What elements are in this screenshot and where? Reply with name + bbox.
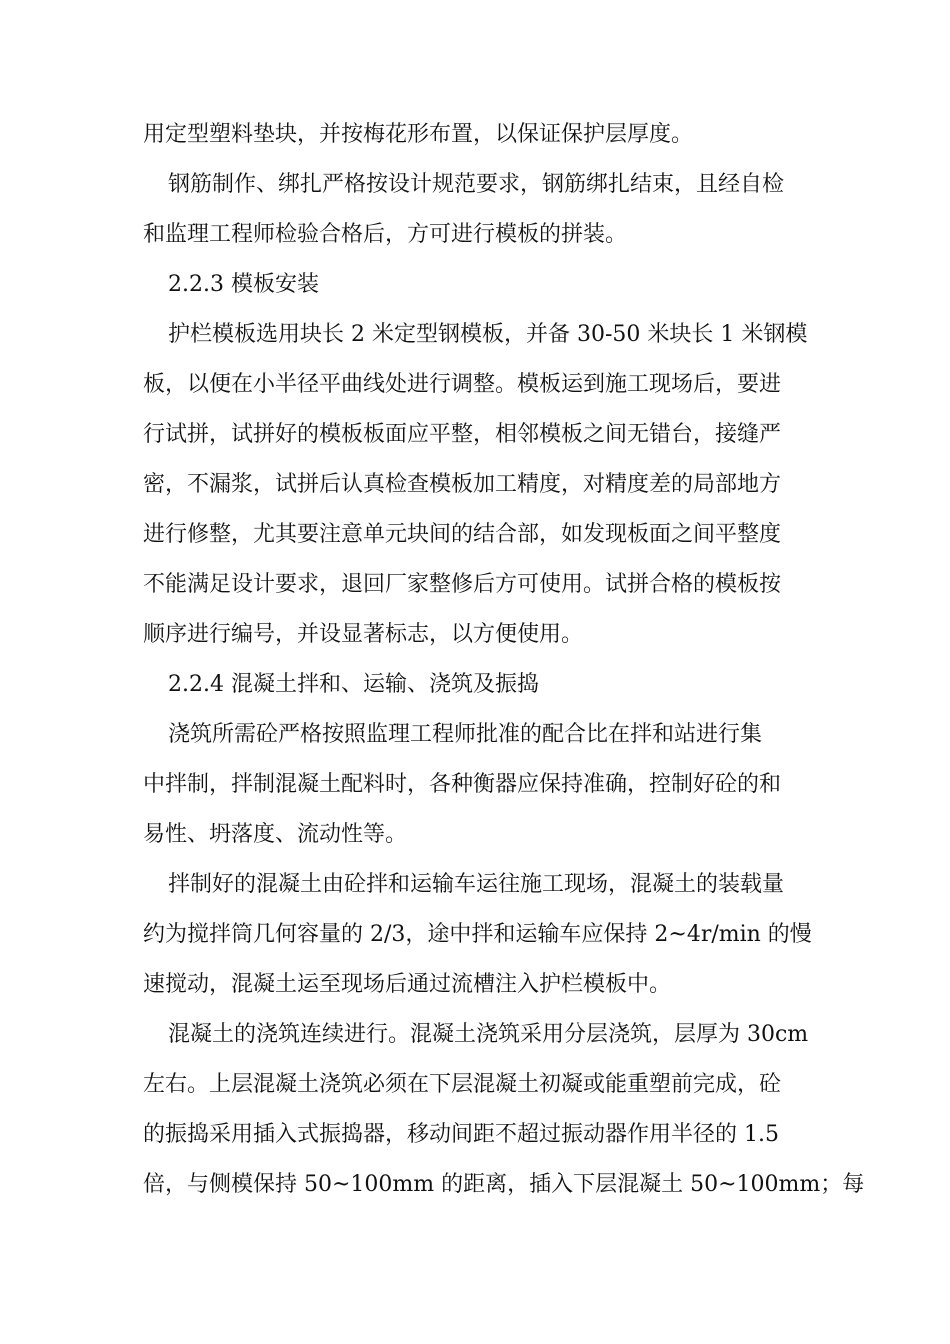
section-heading-2-2-3: 2.2.3 模板安装 [168, 272, 319, 297]
section-heading-2-2-4: 2.2.4 混凝土拌和、运输、浇筑及振捣 [168, 672, 539, 697]
paragraph-line: 密，不漏浆，试拼后认真检查模板加工精度，对精度差的局部地方 [143, 472, 782, 497]
paragraph-line: 速搅动，混凝土运至现场后通过流槽注入护栏模板中。 [143, 972, 672, 997]
paragraph-line: 用定型塑料垫块，并按梅花形布置，以保证保护层厚度。 [143, 122, 694, 147]
paragraph-line: 钢筋制作、绑扎严格按设计规范要求，钢筋绑扎结束，且经自检 [168, 172, 785, 197]
paragraph-line: 板，以便在小半径平曲线处进行调整。模板运到施工现场后，要进 [143, 372, 782, 397]
paragraph-line: 易性、坍落度、流动性等。 [143, 822, 408, 847]
paragraph-line: 约为搅拌筒几何容量的 2/3，途中拌和运输车应保持 2~4r/min 的慢 [143, 922, 812, 947]
paragraph-line: 和监理工程师检验合格后，方可进行模板的拼装。 [143, 222, 628, 247]
paragraph-line: 倍，与侧模保持 50~100mm 的距离，插入下层混凝土 50~100mm；每 [143, 1172, 865, 1197]
paragraph-line: 进行修整，尤其要注意单元块间的结合部，如发现板面之间平整度 [143, 522, 782, 547]
paragraph-line: 护栏模板选用块长 2 米定型钢模板，并备 30-50 米块长 1 米钢模 [168, 322, 808, 347]
paragraph-line: 中拌制，拌制混凝土配料时，各种衡器应保持准确，控制好砼的和 [143, 772, 782, 797]
paragraph-line: 的振捣采用插入式振捣器，移动间距不超过振动器作用半径的 1.5 [143, 1122, 779, 1147]
paragraph-line: 顺序进行编号，并设显著标志，以方便使用。 [143, 622, 584, 647]
paragraph-line: 拌制好的混凝土由砼拌和运输车运往施工现场，混凝土的装载量 [168, 872, 785, 897]
paragraph-line: 不能满足设计要求，退回厂家整修后方可使用。试拼合格的模板按 [143, 572, 782, 597]
paragraph-line: 混凝土的浇筑连续进行。混凝土浇筑采用分层浇筑，层厚为 30cm [168, 1022, 809, 1047]
paragraph-line: 左右。上层混凝土浇筑必须在下层混凝土初凝或能重塑前完成，砼 [143, 1072, 782, 1097]
paragraph-line: 行试拼，试拼好的模板板面应平整，相邻模板之间无错台，接缝严 [143, 422, 782, 447]
paragraph-line: 浇筑所需砼严格按照监理工程师批准的配合比在拌和站进行集 [168, 722, 763, 747]
